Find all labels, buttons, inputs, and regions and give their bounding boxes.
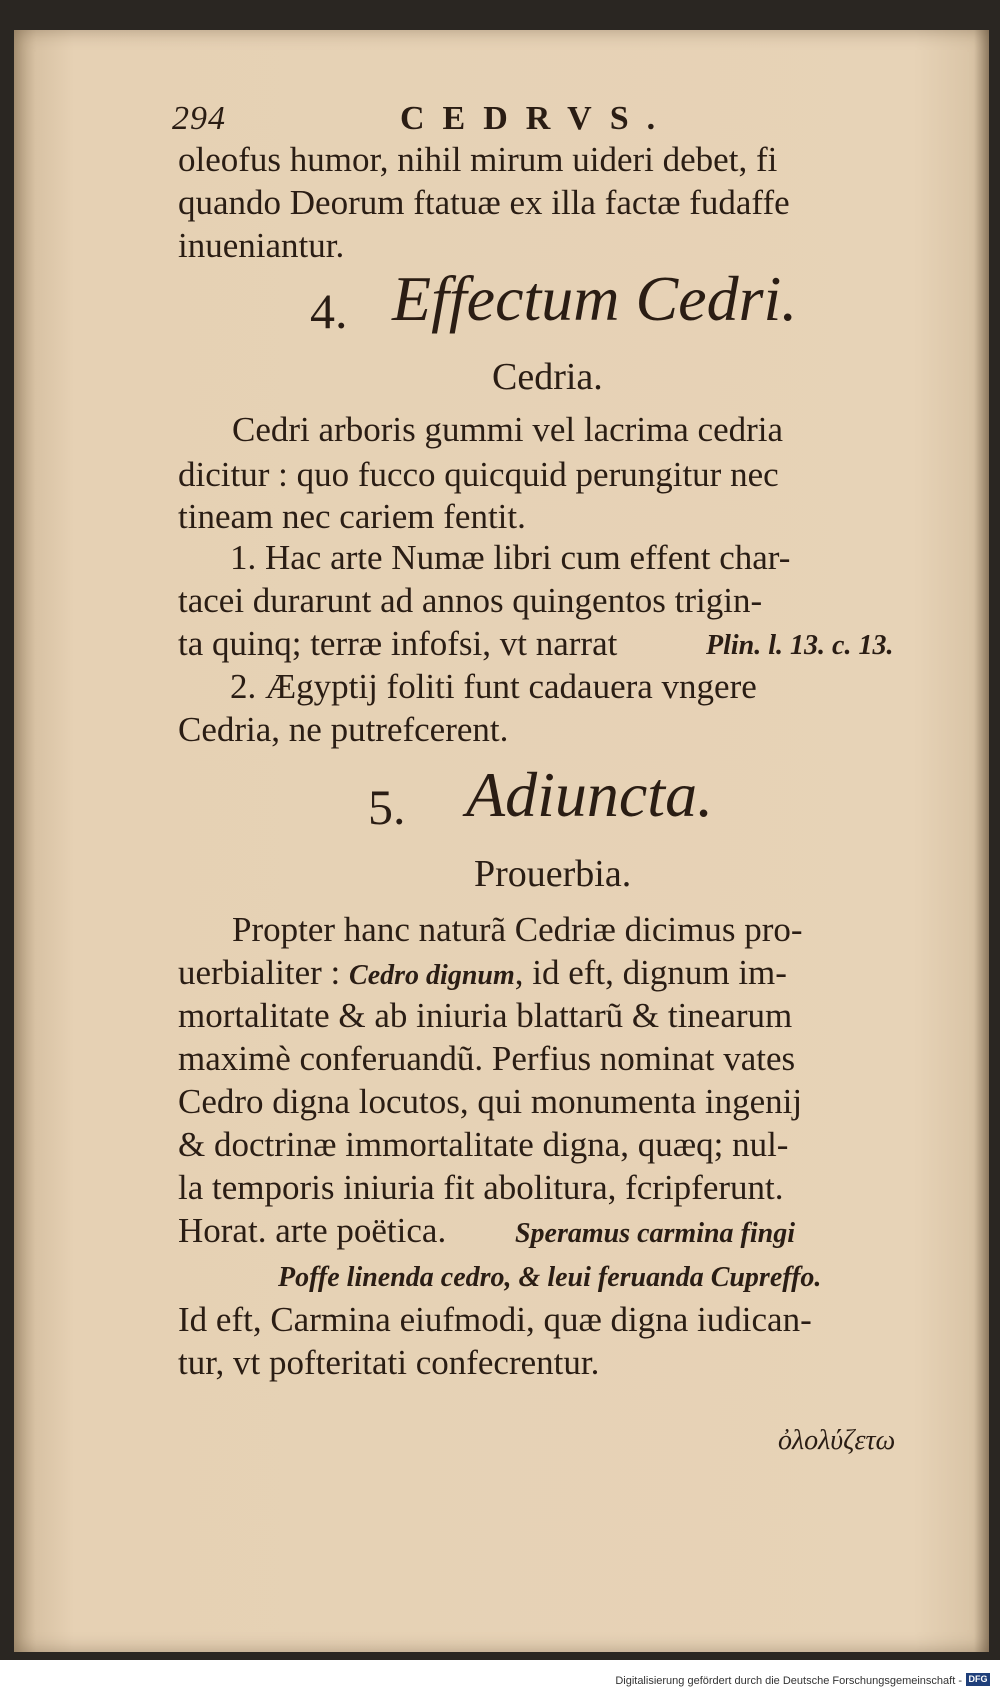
paragraph-3-line-4: maximè conferuandũ. Perfius nominat vates <box>178 1039 796 1078</box>
paragraph-3-line-8 <box>178 1211 795 1254</box>
paragraph-3-line-2-end: , id eft, dignum im- <box>514 953 787 992</box>
dfg-logo: DFG <box>966 1673 990 1686</box>
verse-line-2: Poffe linenda cedro, & leui feruanda Cupreffo. <box>278 1262 822 1293</box>
section-5-number: 5. <box>368 779 406 835</box>
item-1-line-3: ta quinq; terræ infofsi, vt narrat <box>178 624 618 663</box>
quoted-phrase: Cedro dignum <box>349 960 515 991</box>
section-4-subheading: Cedria. <box>492 356 603 398</box>
paragraph-3-line-1: Propter hanc naturã Cedriæ dicimus pro- <box>232 910 803 949</box>
paragraph-3-line-3: mortalitate & ab iniuria blattarũ & tinearum <box>178 996 793 1035</box>
paragraph-3-line-10: Id eft, Carmina eiufmodi, quæ digna iudican- <box>178 1300 812 1339</box>
verse-line-1: Speramus carmina fingi <box>514 1218 796 1249</box>
paragraph-3-line-2 <box>178 953 787 996</box>
paragraph-3-line-11: tur, vt pofteritati confecrentur. <box>178 1343 600 1382</box>
page-header <box>172 100 674 138</box>
horatius-citation: Horat. arte poëtica. <box>178 1211 447 1250</box>
paragraph-1-line-1: oleofus humor, nihil mirum uideri debet, fi <box>178 140 778 179</box>
paragraph-3-line-2-start: uerbialiter : <box>178 953 341 992</box>
paragraph-1-line-2: quando Deorum ftatuæ ex illa factæ fudaffe <box>178 183 790 222</box>
item-1-reference: Plin. l. 13. c. 13. <box>706 630 894 661</box>
paragraph-3-line-7: la temporis iniuria fit abolitura, fcripferunt. <box>178 1168 784 1207</box>
paragraph-2-line-2: dicitur : quo fucco quicquid perungitur nec <box>178 455 779 494</box>
paragraph-3-line-6: & doctrinæ immortalitate digna, quæq; nul- <box>178 1125 789 1164</box>
running-title: CEDRVS. <box>400 100 674 137</box>
page-number: 294 <box>172 100 226 137</box>
section-5-heading: Adiuncta. <box>466 759 714 830</box>
item-1-line-1: 1. Hac arte Numæ libri cum effent char- <box>230 538 791 577</box>
item-2-line-1: 2. Ægyptij foliti funt cadauera vngere <box>230 667 757 706</box>
digitization-credit: Digitalisierung gefördert durch die Deutsche Forschungsgemeinschaft - <box>615 1675 962 1687</box>
paragraph-3-line-5: Cedro digna locutos, qui monumenta ingenij <box>178 1082 803 1121</box>
section-5-subheading: Prouerbia. <box>474 853 632 895</box>
section-4-heading: Effectum Cedri. <box>392 263 798 334</box>
paragraph-2-line-3: tineam nec cariem fentit. <box>178 497 526 536</box>
item-2-line-2: Cedria, ne putrefcerent. <box>178 710 509 749</box>
paragraph-2-line-1: Cedri arboris gummi vel lacrima cedria <box>232 410 784 449</box>
item-1-line-2: tacei durarunt ad annos quingentos trigin- <box>178 581 763 620</box>
catchword: ὀλολύζετω <box>778 1425 896 1456</box>
paragraph-1-line-3: inueniantur. <box>178 226 345 265</box>
section-4-number: 4. <box>310 283 348 339</box>
